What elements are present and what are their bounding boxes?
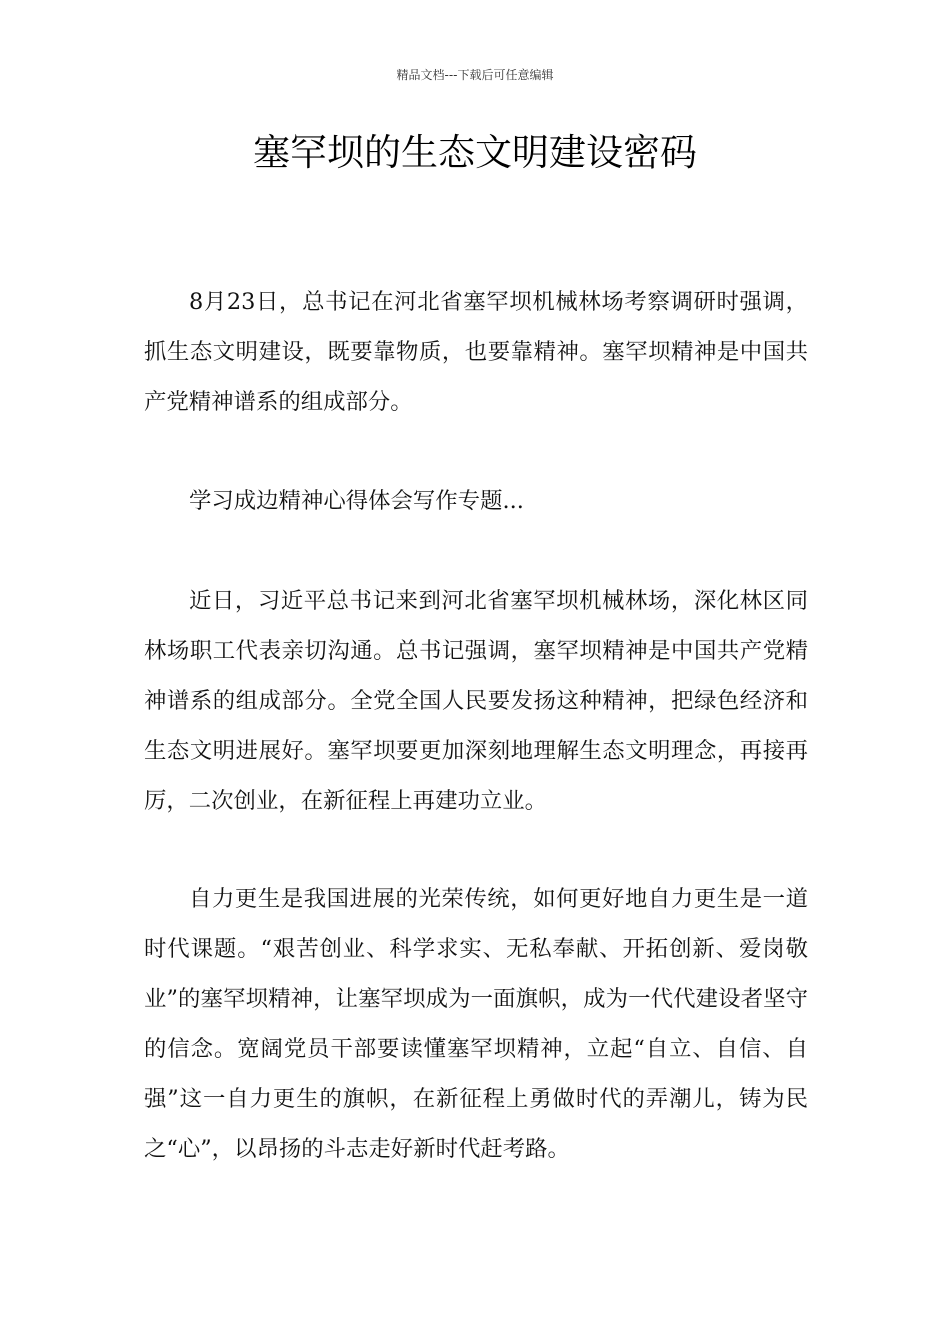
header-note: 精品文档---下载后可任意编辑 [396, 68, 554, 82]
paragraph-2: 学习成边精神心得体会写作专题... [189, 488, 524, 514]
paragraph-1: 8月23日，总书记在河北省塞罕坝机械林场考察调研时强调，抓生态文明建设，既要靠物质，也要靠精神。塞罕坝精神是中国共产党精神谱系的组成部分。 [144, 289, 808, 415]
document-title: 塞罕坝的生态文明建设密码 [253, 131, 697, 174]
paragraph-3: 近日，习近平总书记来到河北省塞罕坝机械林场，深化林区同林场职工代表亲切沟通。总书记强调，塞罕坝精神是中国共产党精神谱系的组成部分。全党全国人民要发扬这种精神，把绿色经济和生态文明进展好。塞罕坝要更加深刻地理解生态文明理念，再接再厉，二次创业，在新征程上再建功立业。 [144, 588, 808, 814]
paragraph-4: 自力更生是我国进展的光荣传统，如何更好地自力更生是一道时代课题。“艰苦创业、科学求实、无私奉献、开拓创新、爱岗敬业”的塞罕坝精神，让塞罕坝成为一面旗帜，成为一代代建设者坚守的信念。宽阔党员干部要读懂塞罕坝精神，立起“自立、自信、自强”这一自力更生的旗帜，在新征程上勇做时代的弄潮儿，铸为民之“心”，以昂扬的斗志走好新时代赶考路。 [144, 886, 808, 1162]
